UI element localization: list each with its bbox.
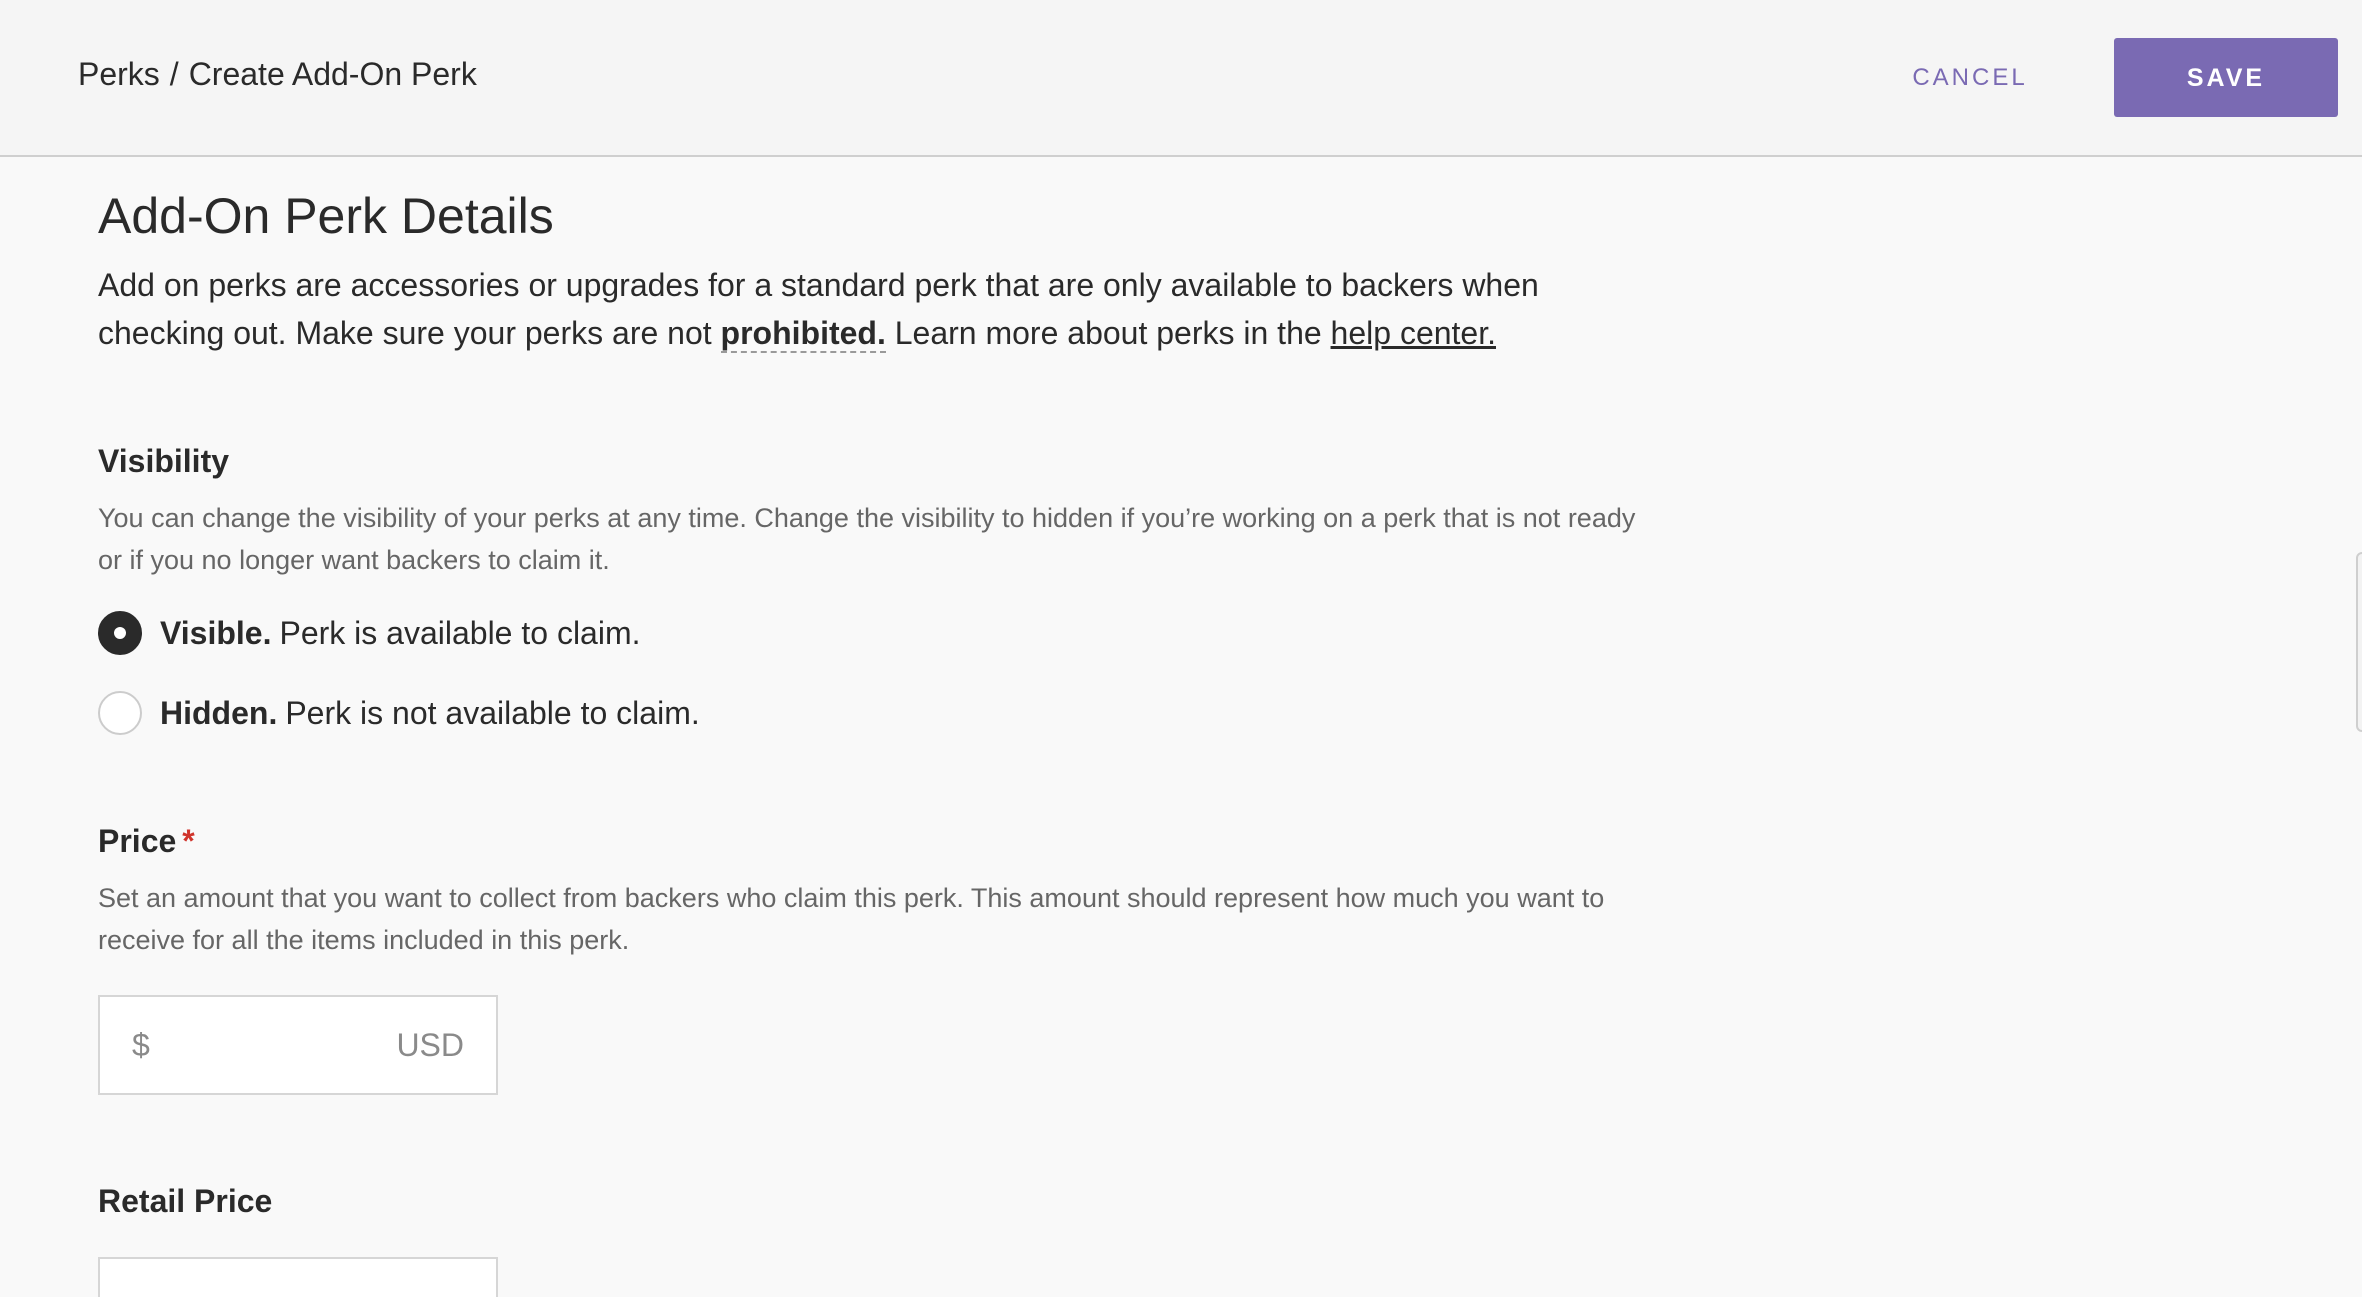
learn-more-text: Learn more about perks in the [885, 315, 1331, 351]
hidden-label-bold: Hidden. [160, 694, 278, 731]
visibility-title: Visibility [98, 443, 230, 479]
price-field[interactable] [98, 995, 498, 1095]
prohibited-tooltip-trigger[interactable]: prohibited. [720, 315, 886, 351]
visible-radio[interactable] [98, 611, 142, 655]
price-section [98, 819, 1638, 1095]
retail-price-field[interactable] [98, 1257, 498, 1297]
page-title: Add-On Perk Details [98, 188, 554, 244]
breadcrumb [78, 56, 477, 93]
price-input[interactable] [162, 1026, 385, 1065]
price-description: Set an amount that you want to collect from backers who claim this perk. This amount should represent how much you want to receive for all the items included in this perk. [98, 883, 1605, 955]
intro-body: Add on perks are accessories or upgrades for a standard perk that are only available to backers when checking out. Make sure your perks are not [98, 267, 1539, 351]
hidden-label-text: Perk is not available to claim. [285, 694, 700, 731]
visibility-option-visible[interactable] [98, 609, 1638, 657]
breadcrumb-separator: / [169, 56, 179, 92]
required-marker: * [182, 823, 195, 859]
currency-code: USD [396, 1026, 464, 1063]
visibility-option-hidden[interactable] [98, 689, 1638, 737]
price-title-text: Price [98, 823, 177, 859]
visible-label [160, 615, 641, 652]
currency-symbol: $ [132, 1026, 150, 1063]
scrollbar-handle[interactable] [2356, 552, 2362, 732]
visibility-section [98, 439, 1638, 737]
top-header [0, 0, 2362, 157]
visibility-description: You can change the visibility of your perks at any time. Change the visibility to hidden if you’re working on a perk that is not ready or if you no longer want backers to claim it. [98, 503, 1636, 575]
visible-label-bold: Visible. [160, 614, 272, 651]
retail-price-title: Retail Price [98, 1183, 273, 1219]
cancel-button[interactable]: CANCEL [1880, 38, 2060, 116]
hidden-radio[interactable] [98, 691, 142, 735]
price-title [98, 819, 1638, 863]
hidden-label [160, 695, 700, 732]
breadcrumb-perks[interactable]: Perks [78, 56, 160, 92]
save-button[interactable]: SAVE [2114, 38, 2338, 117]
retail-price-section [98, 1179, 1638, 1297]
form-content [98, 183, 1638, 1297]
help-center-link[interactable]: help center. [1330, 315, 1496, 351]
visible-label-text: Perk is available to claim. [279, 614, 641, 651]
intro-text [98, 261, 1638, 357]
breadcrumb-current: Create Add-On Perk [188, 56, 477, 92]
